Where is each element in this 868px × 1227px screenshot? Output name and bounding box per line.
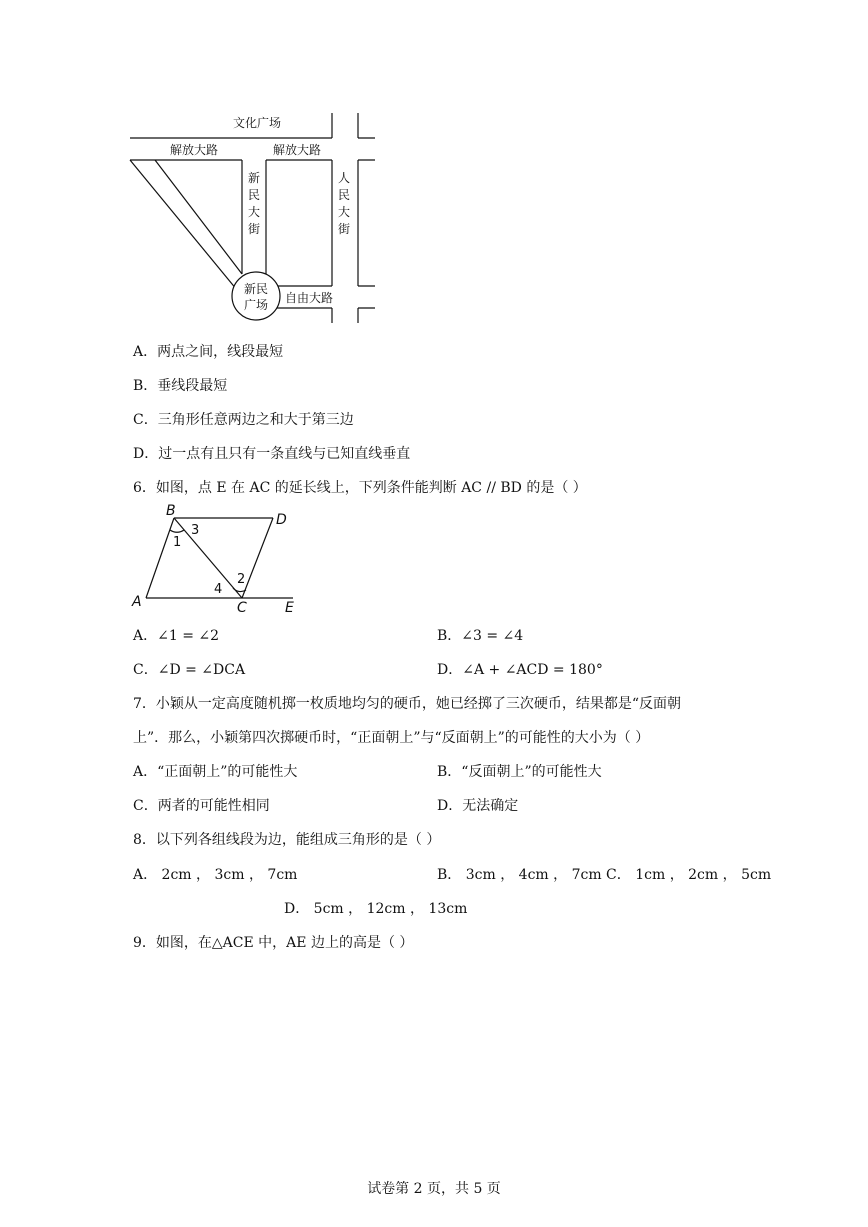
- q6-option-a: A．∠1 = ∠2: [133, 628, 220, 644]
- point-a-label: A: [132, 594, 142, 610]
- xinmin-square-label-2: 广场: [244, 298, 269, 312]
- jiefang-road-left-label: 解放大路: [170, 143, 219, 157]
- q6-option-d: D．∠A + ∠ACD = 180°: [437, 662, 603, 678]
- ziyou-road-label: 自由大路: [285, 291, 334, 305]
- q7-option-d: D．无法确定: [437, 798, 519, 814]
- angle-3-label: 3: [191, 523, 200, 538]
- q6-option-b: B．∠3 = ∠4: [437, 628, 524, 644]
- point-b-label: B: [166, 503, 176, 519]
- q5-option-c: C．三角形任意两边之和大于第三边: [133, 412, 354, 428]
- q8-option-d: D． 5cm ， 12cm ， 13cm: [284, 901, 468, 917]
- angle-4-label: 4: [214, 582, 223, 597]
- point-c-label: C: [237, 600, 247, 616]
- point-e-label: E: [285, 600, 294, 616]
- angle-1-label: 1: [173, 535, 182, 550]
- q9-stem: 9．如图，在△ACE 中，AE 边上的高是（ ）: [133, 935, 414, 951]
- q5-option-b: B．垂线段最短: [133, 378, 228, 394]
- xinmin-street-label-4: 街: [248, 222, 261, 236]
- q5-option-a: A．两点之间，线段最短: [133, 344, 284, 360]
- street-map-figure: [125, 108, 385, 330]
- q6-stem: 6．如图，点 E 在 AC 的延长线上，下列条件能判断 AC // BD 的是（ ）: [133, 480, 587, 496]
- xinmin-street-label-3: 大: [248, 205, 261, 219]
- q8-stem: 8．以下列各组线段为边，能组成三角形的是（ ）: [133, 832, 441, 848]
- xinmin-street-label-1: 新: [248, 171, 261, 185]
- renmin-street-label-2: 民: [338, 188, 351, 202]
- parallelogram-figure: [128, 502, 303, 616]
- q7-option-b: B．“反面朝上”的可能性大: [437, 764, 602, 780]
- renmin-street-label-3: 大: [338, 205, 351, 219]
- q6-option-c: C．∠D = ∠DCA: [133, 662, 246, 678]
- q7-option-c: C．两者的可能性相同: [133, 798, 270, 814]
- q7-option-a: A．“正面朝上”的可能性大: [133, 764, 298, 780]
- renmin-street-label-1: 人: [338, 171, 351, 185]
- page-footer: 试卷第 2 页，共 5 页: [367, 1181, 501, 1197]
- point-d-label: D: [276, 512, 287, 528]
- renmin-street-label-4: 街: [338, 222, 351, 236]
- q5-option-d: D．过一点有且只有一条直线与已知直线垂直: [133, 446, 411, 462]
- xinmin-street-label-2: 民: [248, 188, 261, 202]
- culture-square-label: 文化广场: [233, 116, 282, 130]
- q8-option-b-c: B． 3cm ， 4cm ， 7cm C． 1cm ， 2cm ， 5cm: [437, 867, 772, 883]
- jiefang-road-right-label: 解放大路: [273, 143, 322, 157]
- xinmin-square-label-1: 新民: [244, 282, 269, 296]
- q7-stem-line-2: 上”．那么，小颖第四次掷硬币时，“正面朝上”与“反面朝上”的可能性的大小为（ ）: [133, 730, 650, 746]
- q8-option-a: A． 2cm ， 3cm ， 7cm: [133, 867, 298, 883]
- angle-2-label: 2: [237, 572, 246, 587]
- q7-stem-line-1: 7．小颖从一定高度随机掷一枚质地均匀的硬币，她已经掷了三次硬币，结果都是“反面朝: [133, 696, 682, 712]
